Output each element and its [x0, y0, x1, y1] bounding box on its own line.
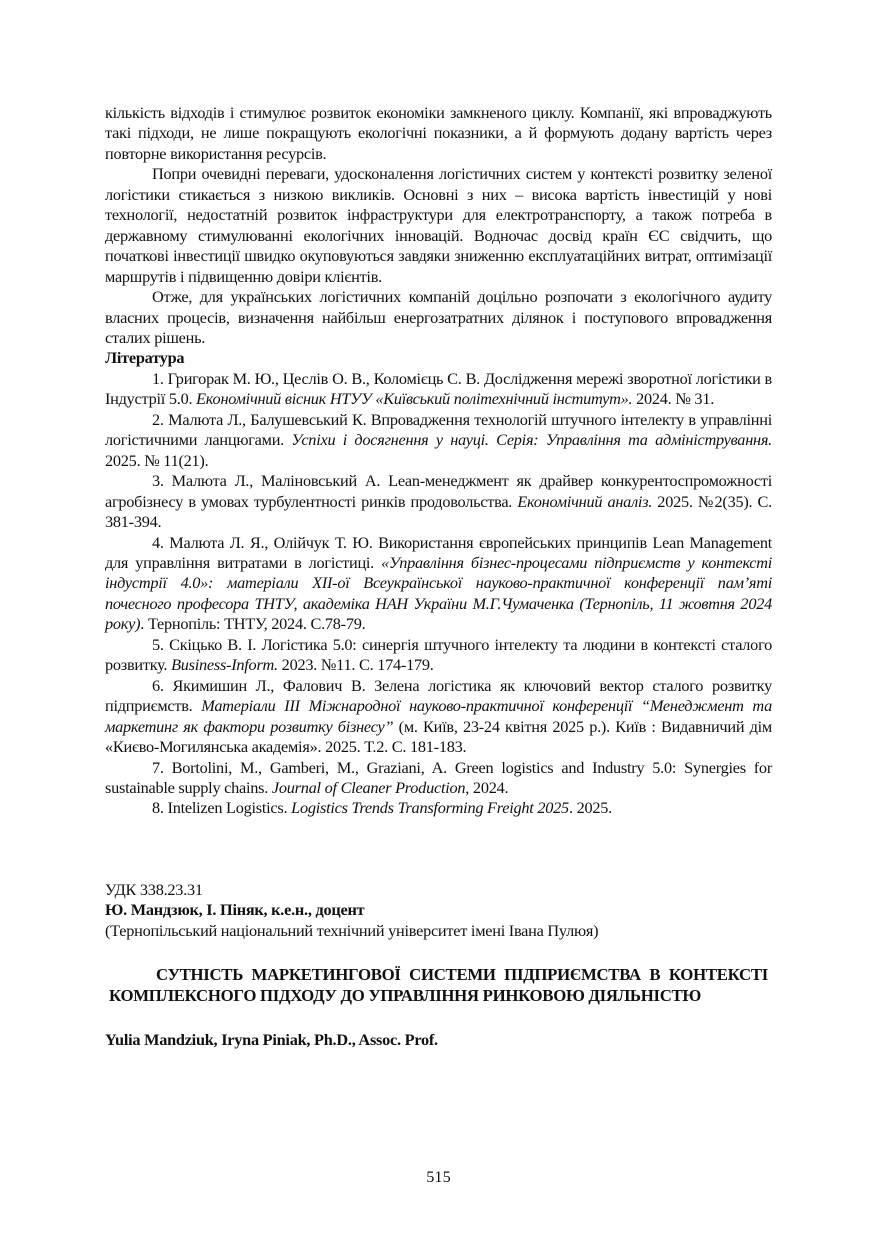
reference-source: Business-Inform.	[171, 655, 278, 675]
reference-item	[105, 410, 772, 471]
reference-details: , 2024.	[465, 777, 509, 797]
references-heading: Література	[105, 348, 185, 368]
reference-details: (м. Київ, 23-24 квітня 2025 р.). Київ : Видавничий дім «Києво-Могилянська академія». 2025. Т.2. С. 181-183.	[105, 716, 772, 757]
body-paragraph: кількість відходів і стимулює розвиток економіки замкненого циклу. Компанії, які впроваджують такі підходи, не лише покращують екологічні показники, а й формують додану вартість через повторне використання ресурсів.	[105, 103, 772, 163]
reference-item	[105, 533, 772, 635]
reference-details: 2025. №2(35). С. 381-394.	[105, 491, 772, 532]
reference-details: 2024. № 31.	[632, 389, 715, 409]
reference-text: 7. Bortolini, M., Gamberi, M., Graziani, A. Green logistics and Industry 5.0: Synergies for sustainable supply chains.	[105, 757, 772, 797]
reference-item	[105, 471, 772, 532]
reference-details: 2025. № 11(21).	[105, 450, 209, 470]
reference-source: «Управління бізнес-процесами підприємств у контексті індустрії 4.0»: матеріали XII-ої Всеукраїнської науково-практичної конференції пам’яті почесного професора ТНТУ, академіка НАН України М.Г.Чумаченка (Тернопіль, 11 жовтня 2024 року)	[105, 552, 772, 634]
reference-item	[105, 798, 772, 818]
reference-source: Економічний вісник НТУУ «Київський політехнічний інститут».	[196, 389, 633, 409]
reference-details: . Тернопіль: ТНТУ, 2024. С.78-79.	[140, 614, 366, 634]
reference-text: 1. Григорак М. Ю., Цеслів О. В., Коломієць С. В. Дослідження мережі зворотної логістики в Індустрії 5.0.	[105, 368, 772, 409]
reference-source: Logistics Trends Transforming Freight 2025	[291, 798, 569, 818]
section-spacer	[105, 1006, 772, 1026]
article-title: СУТНІСТЬ МАРКЕТИНГОВОЇ СИСТЕМИ ПІДПРИЄМСТВА В КОНТЕКСТІ КОМПЛЕКСНОГО ПІДХОДУ ДО УПРАВЛІННЯ РИНКОВОЮ ДІЯЛЬНІСТЮ	[109, 965, 768, 1005]
authors-ukrainian: Ю. Мандзюк, І. Піняк, к.е.н., доцент	[105, 900, 365, 920]
page-content	[105, 103, 772, 1051]
body-paragraph: Попри очевидні переваги, удосконалення логістичних систем у контексті розвитку зеленої логістики стикається з низкою викликів. Основні з них – висока вартість інвестицій у нові технології, недостатній розвиток інфраструктури для електротранспорту, а також потреба в державному стимулюванні екологічних інновацій. Водночас досвід країн ЄС свідчить, що початкові інвестиції швидко окуповуються завдяки зниженню експлуатаційних витрат, оптимізації маршрутів і підвищенню довіри клієнтів.	[105, 164, 772, 286]
reference-text: 2. Малюта Л., Балушевський К. Впровадження технологій штучного інтелекту в управлінні логістичними ланцюгами.	[105, 409, 772, 450]
references-list	[105, 369, 772, 819]
reference-item	[105, 369, 772, 410]
reference-item	[105, 676, 772, 758]
reference-source: Journal of Cleaner Production	[271, 777, 466, 797]
reference-source: Успіхи і досягнення у науці. Серія: Управління та адміністрування.	[291, 430, 772, 450]
udk-code: УДК 338.23.31	[105, 879, 203, 899]
reference-text: 4. Малюта Л. Я., Олійчук Т. Ю. Використання європейських принципів Lean Management для управління витратами в логістиці.	[105, 532, 772, 572]
reference-item	[105, 635, 772, 676]
authors-english: Yulia Mandziuk, Iryna Piniak, Ph.D., Assoc. Prof.	[105, 1030, 438, 1050]
reference-source: Матеріали III Міжнародної науково-практичної конференції “Менеджмент та маркетинг як фактори розвитку бізнесу”	[105, 696, 772, 736]
section-spacer	[105, 941, 772, 961]
reference-item	[105, 758, 772, 799]
affiliation: (Тернопільський національний технічний університет імені Івана Пулюя)	[105, 920, 599, 940]
reference-details: 2023. №11. С. 174-179.	[277, 655, 434, 675]
reference-text: 8. Intelizen Logistics.	[152, 798, 292, 818]
reference-source: Економічний аналіз.	[517, 491, 653, 511]
reference-details: . 2025.	[568, 798, 612, 818]
reference-text: 3. Малюта Л., Маліновський А. Lean-менеджмент як драйвер конкурентоспроможності агробізнесу в умовах турбулентності ринків продовольства.	[105, 471, 772, 511]
body-paragraph: Отже, для українських логістичних компаній доцільно розпочати з екологічного аудиту власних процесів, визначення найбільш енергозатратних ділянок і поступового впровадження сталих рішень.	[105, 287, 772, 347]
reference-text: 6. Якимишин Л., Фалович В. Зелена логістика як ключовий вектор сталого розвитку підприємств.	[105, 675, 772, 716]
section-spacer	[105, 819, 772, 880]
page-number: 515	[426, 1167, 451, 1186]
reference-text: 5. Скіцько В. І. Логістика 5.0: синергія штучного інтелекту та людини в контексті сталого розвитку.	[105, 634, 772, 675]
